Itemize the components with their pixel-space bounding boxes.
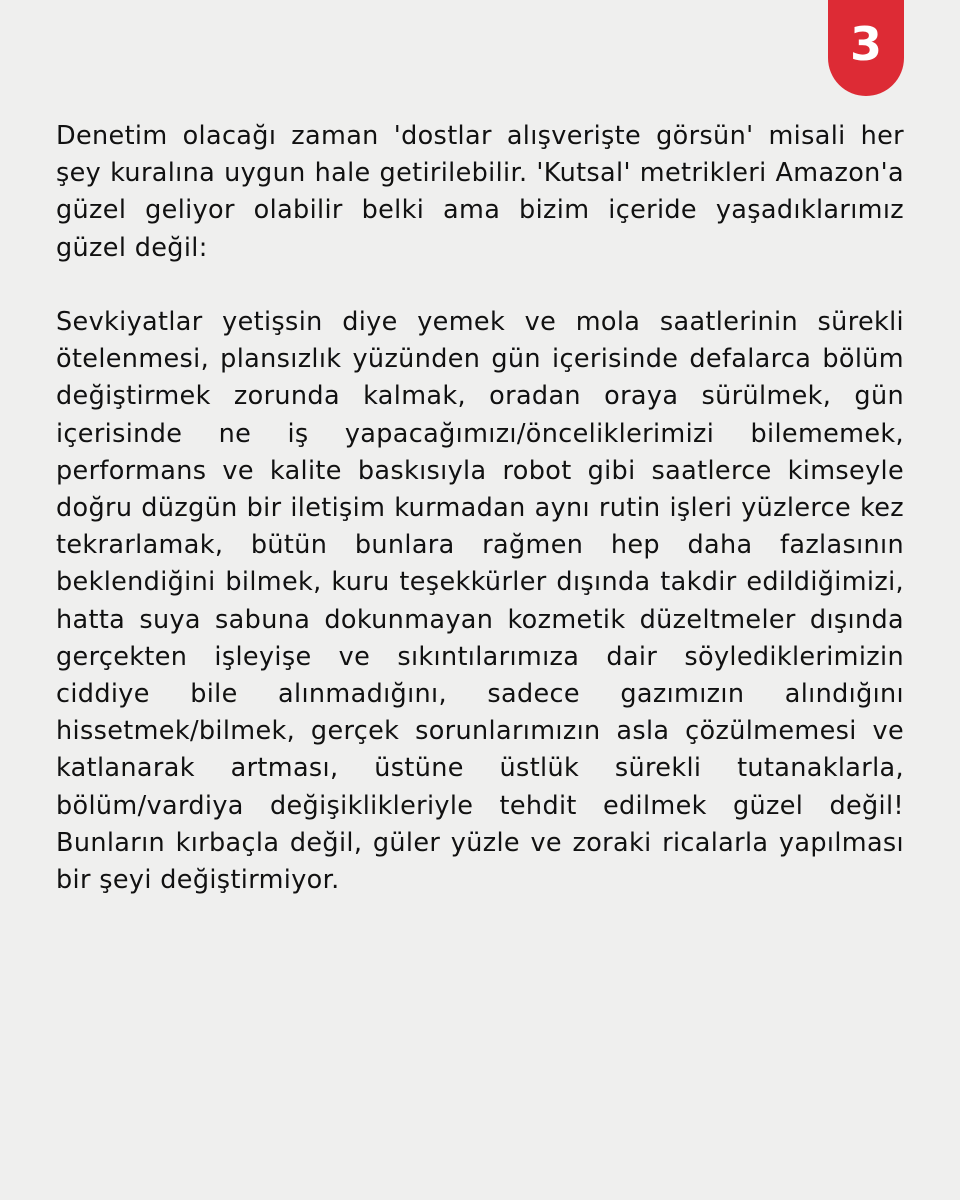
body-text (56, 118, 904, 899)
page-number: 3 (849, 17, 882, 71)
page-number-badge (828, 0, 904, 96)
paragraph-complaints: Sevkiyatlar yetişsin diye yemek ve mola saatlerinin sürekli ötelenmesi, plansızlık yüzünden gün içerisinde defalarca bölüm değiştirmek zorunda kalmak, oradan oraya sürülmek, gün içerisinde ne iş yapacağımızı/önceliklerimizi bilememek, performans ve kalite baskısıyla robot gibi saatlerce kimseyle doğru düzgün bir iletişim kurmadan aynı rutin işleri yüzlerce kez tekrarlamak, bütün bunlara rağmen hep daha fazlasının beklendiğini bilmek, kuru teşekkürler dışında takdir edildiğimizi, hatta suya sabuna dokunmayan kozmetik düzeltmeler dışında gerçekten işleyişe ve sıkıntılarımıza dair söylediklerimizin ciddiye bile alınmadığını, sadece gazımızın alındığını hissetmek/bilmek, gerçek sorunlarımızın asla çözülmemesi ve katlanarak artması, üstüne üstlük sürekli tutanaklarla, bölüm/vardiya değişiklikleriyle tehdit edilmek güzel değil! Bunların kırbaçla değil, güler yüzle ve zoraki ricalarla yapılması bir şeyi değiştirmiyor. (56, 307, 904, 896)
paragraph-intro: Denetim olacağı zaman 'dostlar alışverişte görsün' misali her şey kuralına uygun hale getirilebilir. 'Kutsal' metrikleri Amazon'a güzel geliyor olabilir belki ama bizim içeride yaşadıklarımız güzel değil: (56, 121, 904, 263)
